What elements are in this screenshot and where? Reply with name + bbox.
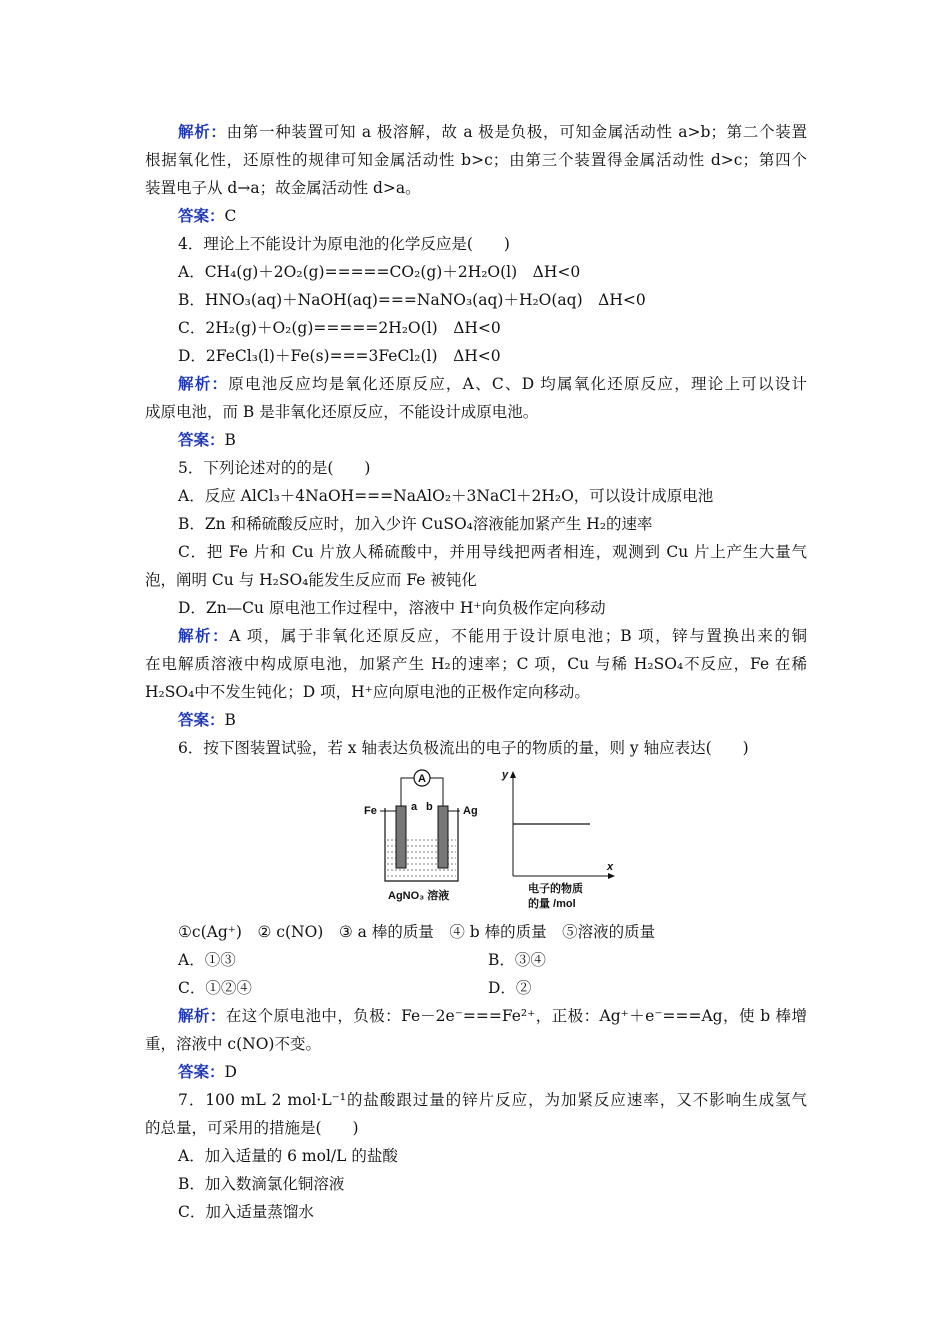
- option-c: C．①②④: [178, 979, 252, 997]
- electrode-a: [396, 806, 406, 868]
- analysis-line: 解析：由第一种装置可知 a 极溶解，故 a 极是负极，可知金属活动性 a>b；第二个装置: [178, 122, 807, 141]
- answer-label: 答案：: [178, 710, 225, 729]
- solution-label: AgNO₃ 溶液: [388, 890, 450, 902]
- options-row: [145, 946, 807, 974]
- option-c: C．把 Fe 片和 Cu 片放人稀硫酸中，并用导线把两者相连，观测到 Cu 片上产生大量气: [178, 543, 807, 561]
- option-c: C．2H₂(g)＋O₂(g)=====2H₂O(l) ΔH<0: [178, 319, 501, 337]
- answer-value: B: [224, 431, 236, 449]
- analysis-line: 解析：A 项，属于非氧化还原反应，不能用于设计原电池；B 项，锌与置换出来的铜: [178, 626, 807, 645]
- option-b: B．③④: [488, 951, 546, 969]
- electrode-right-label: Ag: [463, 805, 478, 817]
- y-axis-label: y: [502, 769, 509, 781]
- choices-line: ①c(Ag⁺) ② c(NO) ③ a 棒的质量 ④ b 棒的质量 ⑤溶液的质量: [178, 923, 656, 941]
- option-b: B．HNO₃(aq)＋NaOH(aq)===NaNO₃(aq)＋H₂O(aq) ΔH<0: [178, 291, 646, 309]
- option-a: A．反应 AlCl₃＋4NaOH===NaAlO₂＋3NaCl＋2H₂O，可以设计成原电池: [178, 487, 714, 505]
- apparatus-figure: [145, 768, 807, 918]
- answer-line: [145, 706, 807, 734]
- analysis-line: 解析：在这个原电池中，负极：Fe－2e⁻===Fe²⁺，正极：Ag⁺＋e⁻===Ag，使 b 棒增: [178, 1006, 807, 1025]
- option-d: D．②: [488, 979, 532, 997]
- answer-label: 答案：: [178, 206, 225, 225]
- option-d: D．2FeCl₃(l)＋Fe(s)===3FeCl₂(l) ΔH<0: [178, 347, 501, 365]
- option-c: C．加入适量蒸馏水: [178, 1203, 314, 1221]
- option-a: A．①③: [178, 951, 236, 969]
- option-c-continued: 泡，阐明 Cu 与 H₂SO₄能发生反应而 Fe 被钝化: [145, 571, 477, 589]
- answer-line: [145, 1058, 807, 1086]
- graph-xlabel-2: 的量 /mol: [528, 898, 576, 910]
- analysis-line: 解析：原电池反应均是氧化还原反应，A、C、D 均属氧化还原反应，理论上可以设计: [178, 374, 807, 393]
- analysis-label: 解析：: [178, 374, 229, 393]
- answer-value: D: [224, 1063, 237, 1081]
- answer-label: 答案：: [178, 430, 225, 449]
- answer-value: C: [224, 207, 237, 225]
- answer-label: 答案：: [178, 1062, 225, 1081]
- analysis-line: 成原电池，而 B 是非氧化还原反应，不能设计成原电池。: [145, 403, 539, 421]
- answer-line: [145, 202, 807, 230]
- options-row: [145, 974, 807, 1002]
- option-a: A．CH₄(g)＋2O₂(g)=====CO₂(g)＋2H₂O(l) ΔH<0: [178, 263, 581, 281]
- rod-b-label: b: [426, 801, 433, 813]
- option-d: D．Zn—Cu 原电池工作过程中，溶液中 H⁺向负极作定向移动: [178, 599, 606, 617]
- answer-value: B: [224, 711, 236, 729]
- question-stem: 7．100 mL 2 mol·L⁻¹的盐酸跟过量的锌片反应，为加紧反应速率，又不影响生成氢气: [178, 1091, 807, 1109]
- document-page: [145, 118, 807, 1226]
- electrode-b: [438, 806, 448, 868]
- question-stem: 5．下列论述对的的是( ): [178, 459, 371, 477]
- analysis-label: 解析：: [178, 1006, 226, 1025]
- electrode-left-label: Fe: [364, 805, 377, 817]
- analysis-line: H₂SO₄中不发生钝化；D 项，H⁺应向原电池的正极作定向移动。: [145, 683, 590, 701]
- analysis-label: 解析：: [178, 626, 230, 645]
- question-stem: 6．按下图装置试验，若 x 轴表达负极流出的电子的物质的量，则 y 轴应表达( ): [178, 739, 749, 757]
- analysis-line: 装置电子从 d→a；故金属活动性 d>a。: [145, 179, 421, 197]
- answer-line: [145, 426, 807, 454]
- analysis-label: 解析：: [178, 122, 227, 141]
- question-stem: 4．理论上不能设计为原电池的化学反应是( ): [178, 235, 510, 253]
- option-b: B．加入数滴氯化铜溶液: [178, 1175, 345, 1193]
- analysis-line: 重，溶液中 c(NO)不变。: [145, 1035, 321, 1053]
- analysis-line: 根据氧化性，还原性的规律可知金属活动性 b>c；由第三个装置得金属活动性 d>c；第四个: [145, 151, 807, 169]
- graph-xlabel-1: 电子的物质: [528, 883, 583, 895]
- x-axis-label: x: [607, 861, 614, 873]
- question-stem-continued: 的总量，可采用的措施是( ): [145, 1119, 359, 1137]
- apparatus-diagram: [360, 768, 620, 913]
- ammeter-label: A: [418, 773, 426, 785]
- option-b: B．Zn 和稀硫酸反应时，加入少许 CuSO₄溶液能加紧产生 H₂的速率: [178, 515, 653, 533]
- option-a: A．加入适量的 6 mol/L 的盐酸: [178, 1147, 398, 1165]
- rod-a-label: a: [411, 801, 418, 813]
- analysis-line: 在电解质溶液中构成原电池，加紧产生 H₂的速率；C 项，Cu 与稀 H₂SO₄不反应，Fe 在稀: [145, 655, 807, 673]
